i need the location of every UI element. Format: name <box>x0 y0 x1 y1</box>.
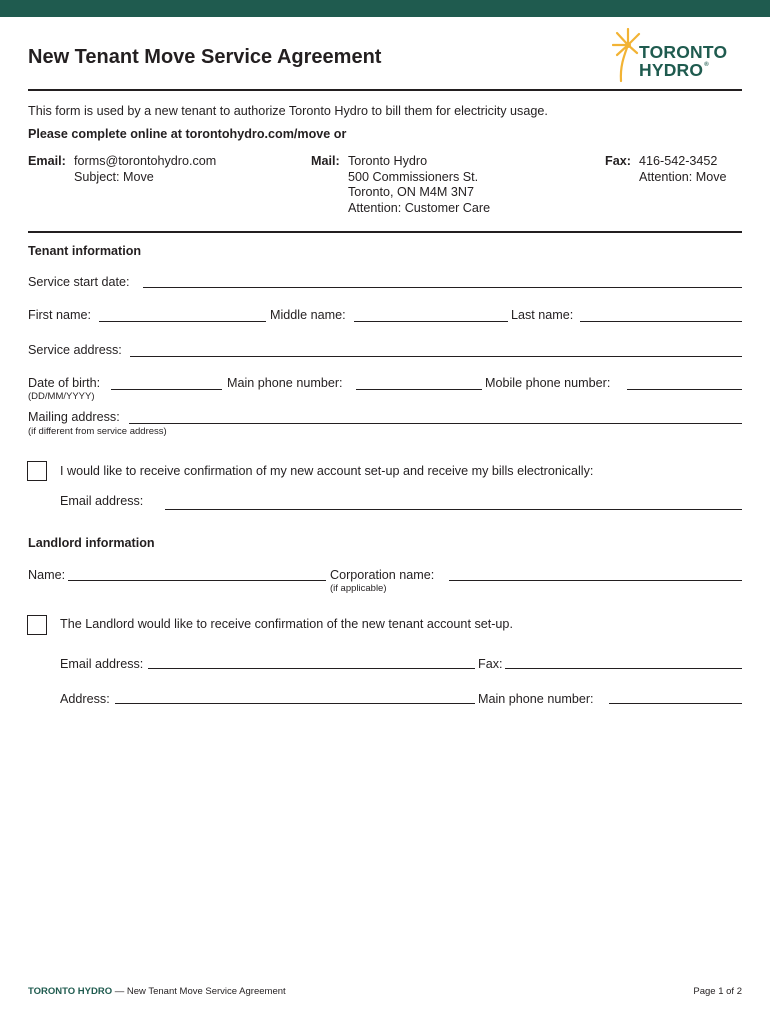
landlord-section-heading: Landlord information <box>28 536 155 550</box>
first-name-label: First name: <box>28 308 91 322</box>
landlord-address-label: Address: <box>60 692 110 706</box>
tenant-email-label: Email address: <box>60 494 144 508</box>
fax-attention: Attention: Move <box>639 170 727 184</box>
main-phone-input[interactable] <box>356 389 482 390</box>
middle-name-input[interactable] <box>354 321 508 322</box>
service-start-date-label: Service start date: <box>28 275 130 289</box>
corporation-name-label: Corporation name: <box>330 568 435 582</box>
landlord-email-input[interactable] <box>148 668 475 669</box>
mail-line: Toronto Hydro <box>348 154 428 168</box>
logo-wordmark-line1: TORONTO <box>639 42 728 62</box>
page-title: New Tenant Move Service Agreement <box>28 46 382 68</box>
main-phone-label: Main phone number: <box>227 376 343 390</box>
landlord-email-label: Email address: <box>60 657 144 671</box>
last-name-input[interactable] <box>580 321 742 322</box>
page-number: Page 1 of 2 <box>693 986 742 997</box>
toronto-hydro-logo <box>612 28 747 84</box>
mail-label: Mail: <box>311 154 340 168</box>
fax-label: Fax: <box>605 154 631 168</box>
corporation-note: (if applicable) <box>330 583 387 594</box>
mobile-phone-input[interactable] <box>627 389 742 390</box>
form-description: This form is used by a new tenant to authorize Toronto Hydro to bill them for electricity usage. <box>28 104 548 118</box>
ebill-checkbox-label: I would like to receive confirmation of my new account set-up and receive my bills electronically: <box>60 464 594 478</box>
tenant-section-heading: Tenant information <box>28 244 142 258</box>
service-start-date-input[interactable] <box>143 287 742 288</box>
corporation-name-input[interactable] <box>449 580 742 581</box>
tenant-email-input[interactable] <box>165 509 742 510</box>
mail-line: 500 Commissioners St. <box>348 170 479 184</box>
landlord-confirmation-label: The Landlord would like to receive confirmation of the new tenant account set-up. <box>60 617 513 631</box>
service-address-label: Service address: <box>28 343 122 357</box>
landlord-name-label: Name: <box>28 568 66 582</box>
landlord-fax-input[interactable] <box>505 668 742 669</box>
online-instruction: Please complete online at torontohydro.com/move or <box>28 127 347 141</box>
landlord-address-input[interactable] <box>115 703 475 704</box>
landlord-phone-label: Main phone number: <box>478 692 594 706</box>
footer-doc-title: — New Tenant Move Service Agreement <box>114 986 286 997</box>
landlord-phone-input[interactable] <box>609 703 742 704</box>
email-subject: Subject: Move <box>74 170 154 184</box>
date-of-birth-input[interactable] <box>111 389 222 390</box>
mobile-phone-label: Mobile phone number: <box>485 376 611 390</box>
mailing-address-label: Mailing address: <box>28 410 120 424</box>
landlord-fax-label: Fax: <box>478 657 503 671</box>
registered-mark: ® <box>704 62 709 68</box>
email-value: forms@torontohydro.com <box>74 154 217 168</box>
last-name-label: Last name: <box>511 308 574 322</box>
logo-wordmark-line2: HYDRO® <box>639 60 709 80</box>
fax-value: 416-542-3452 <box>639 154 718 168</box>
footer-brand: TORONTO HYDRO <box>28 986 113 997</box>
landlord-confirmation-checkbox[interactable] <box>27 615 47 635</box>
mailing-address-note: (if different from service address) <box>28 426 167 437</box>
contact-divider <box>28 231 742 233</box>
service-address-input[interactable] <box>130 356 742 357</box>
footer-title <box>28 986 286 997</box>
email-label: Email: <box>28 154 66 168</box>
top-band <box>0 0 770 17</box>
date-format-hint: (DD/MM/YYYY) <box>28 391 95 402</box>
date-of-birth-label: Date of birth: <box>28 376 101 390</box>
middle-name-label: Middle name: <box>270 308 346 322</box>
mail-line: Attention: Customer Care <box>348 201 491 215</box>
landlord-name-input[interactable] <box>68 580 326 581</box>
mail-line: Toronto, ON M4M 3N7 <box>348 185 474 199</box>
mailing-address-input[interactable] <box>129 423 742 424</box>
header-divider <box>28 89 742 91</box>
first-name-input[interactable] <box>99 321 266 322</box>
ebill-checkbox[interactable] <box>27 461 47 481</box>
